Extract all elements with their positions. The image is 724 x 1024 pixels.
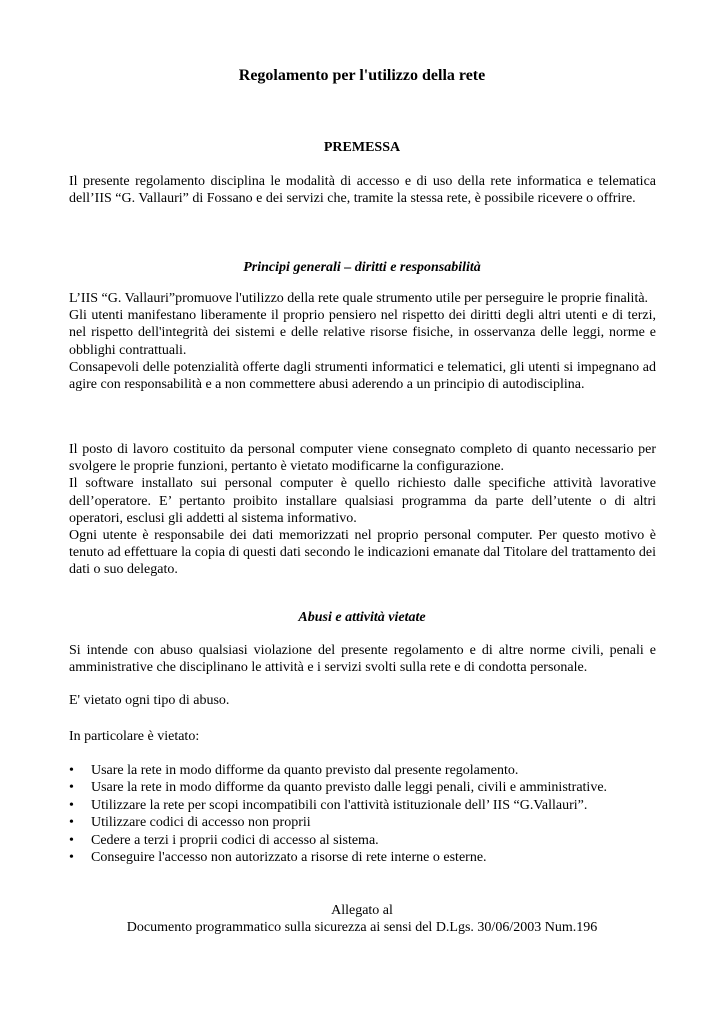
abusi-paragraph-3: In particolare è vietato: (69, 729, 200, 744)
bullet-icon: • (69, 815, 74, 831)
list-item-text: Utilizzare la rete per scopi incompatibili con l'attività istituzionale dell’ IIS “G.Vallauri”. (91, 797, 588, 813)
section-heading-principi: Principi generali – diritti e responsabilità (243, 260, 481, 275)
bullet-icon: • (69, 797, 74, 813)
abusi-paragraph-2: E' vietato ogni tipo di abuso. (69, 693, 230, 708)
section-heading-premessa: PREMESSA (323, 140, 401, 155)
list-item-text: Conseguire l'accesso non autorizzato a risorse di rete interne o esterne. (91, 850, 487, 866)
list-item (69, 814, 669, 831)
list-item (69, 797, 669, 814)
footer-line-2: Documento programmatico sulla sicurezza ai sensi del D.Lgs. 30/06/2003 Num.196 (126, 920, 598, 936)
list-item (69, 762, 669, 779)
principi-sentence: Ogni utente è responsabile dei dati memorizzati nel proprio personal computer. Per questo motivo è tenuto ad effettuare la copia di questi dati secondo le indicazioni emanate dal Titolare del trattamento dei dati o suo delegato. (69, 528, 656, 578)
bullet-icon: • (69, 850, 74, 866)
principi-paragraph-2 (69, 441, 656, 579)
bullet-icon: • (69, 832, 74, 848)
bullet-icon: • (69, 780, 74, 796)
footer-line-1: Allegato al (331, 903, 393, 918)
abusi-paragraph-1: Si intende con abuso qualsiasi violazione del presente regolamento e di altre norme civili, penali e amministrative che disciplinano le attività e i servizi svolti sulla rete e di condotta personale. (69, 643, 656, 676)
section-heading-abusi: Abusi e attività vietate (298, 610, 426, 625)
prohibited-list (69, 762, 669, 866)
list-item-text: Utilizzare codici di accesso non proprii (91, 815, 311, 831)
principi-sentence: Gli utenti manifestano liberamente il proprio pensiero nel rispetto dei diritti degli altri utenti e di terzi, nel rispetto dell'integrità dei sistemi e delle relative risorse fisiche, in osservanza delle leggi, norme e obblighi contrattuali. (69, 308, 656, 358)
document-footer (0, 902, 724, 937)
list-item-text: Usare la rete in modo difforme da quanto previsto dal presente regolamento. (91, 763, 519, 778)
bullet-icon: • (69, 763, 74, 778)
list-item-text: Usare la rete in modo difforme da quanto previsto dalle leggi penali, civili e amministrative. (91, 780, 608, 796)
list-item (69, 849, 669, 866)
list-item-text: Cedere a terzi i proprii codici di accesso al sistema. (91, 832, 379, 848)
principi-paragraph-1 (69, 290, 656, 393)
principi-sentence: Consapevoli delle potenzialità offerte dagli strumenti informatici e telematici, gli utenti si impegnano ad agire con responsabilità e a non commettere abusi aderendo a un principio di autodisciplina. (69, 359, 656, 393)
principi-sentence: Il posto di lavoro costituito da personal computer viene consegnato completo di quanto necessario per svolgere le proprie funzioni, pertanto è vietato modificarne la configurazione. (69, 442, 656, 475)
list-item (69, 779, 669, 796)
premessa-paragraph: Il presente regolamento disciplina le modalità di accesso e di uso della rete informatica e telematica dell’IIS “G. Vallauri” di Fossano e dei servizi che, tramite la stessa rete, è possibile ricevere o offrire. (69, 174, 656, 207)
principi-sentence: Il software installato sui personal computer è quello richiesto dalle specifiche attività lavorative dell’operatore. E’ pertanto proibito installare qualsiasi programma da parte dell’utente o di altri operatori, esclusi gli addetti al sistema informativo. (69, 476, 656, 526)
document-title: Regolamento per l'utilizzo della rete (238, 67, 486, 84)
principi-sentence: L’IIS “G. Vallauri”promuove l'utilizzo della rete quale strumento utile per perseguire le proprie finalità. (69, 291, 649, 306)
list-item (69, 832, 669, 849)
